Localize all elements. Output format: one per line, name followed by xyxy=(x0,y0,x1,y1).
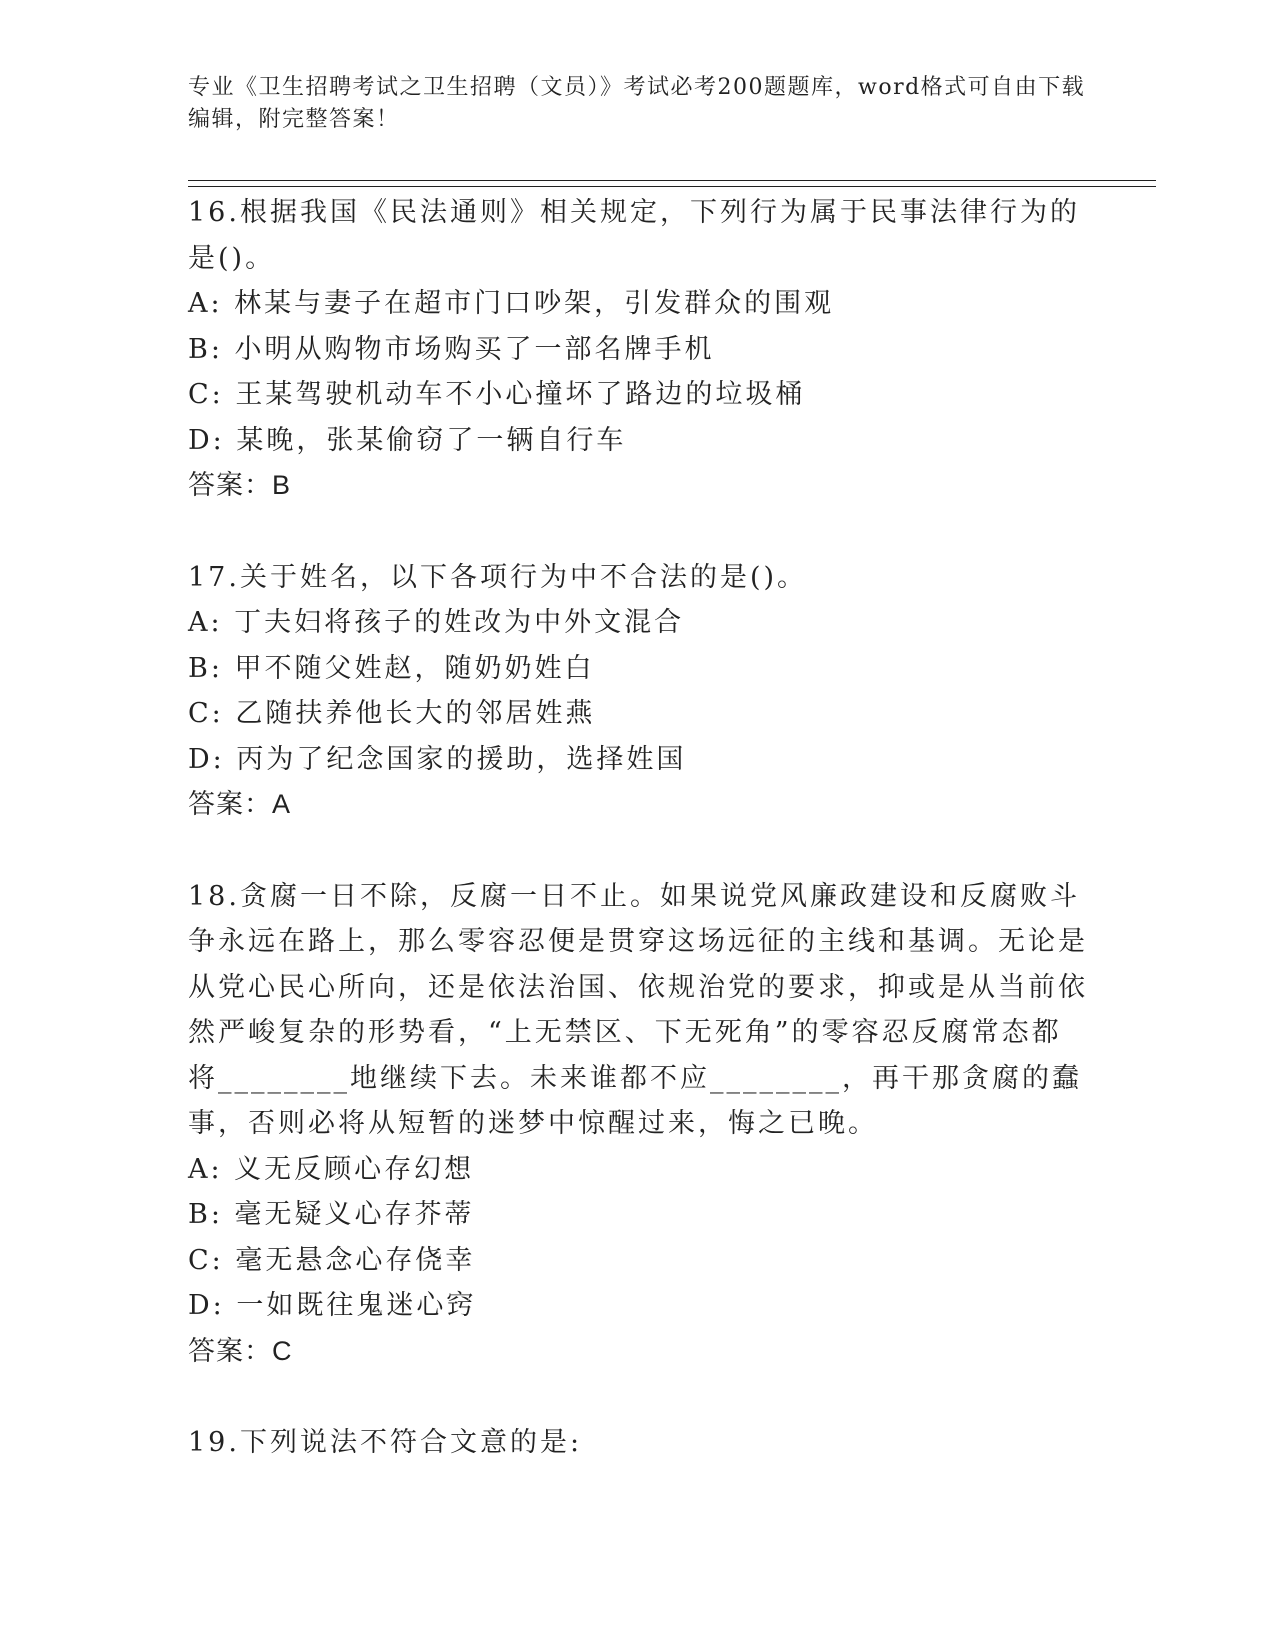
header-divider-top xyxy=(188,180,1156,181)
option-a: A: 丁夫妇将孩子的姓改为中外文混合 xyxy=(188,607,685,638)
answer-line: 答案：C xyxy=(188,1335,293,1366)
question-stem: 18.贪腐一日不除，反腐一日不止。如果说党风廉政建设和反腐败斗争永远在路上，那么零容忍便是贯穿这场远征的主线和基调。无论是从党心民心所向，还是依法治国、依规治党的要求，抑或是从当前依然严峻复杂的形势看，“上无禁区、下无死角”的零容忍反腐常态都将________地继续下去。未来谁都不应________，再干那贪腐的蠢事，否则必将从短暂的迷梦中惊醒过来，悔之已晚。 xyxy=(188,880,1088,1139)
question-spacer xyxy=(188,1374,1088,1420)
option-d: D: 一如既往鬼迷心窍 xyxy=(188,1290,477,1321)
option-b: B: 毫无疑义心存芥蒂 xyxy=(188,1199,475,1230)
question-list xyxy=(188,190,1088,1466)
option-a: A: 林某与妻子在超市门口吵架，引发群众的围观 xyxy=(188,288,835,319)
option-b: B: 甲不随父姓赵，随奶奶姓白 xyxy=(188,652,595,684)
question-stem: 16.根据我国《民法通则》相关规定，下列行为属于民事法律行为的是()。 xyxy=(188,197,1080,274)
page-header-intro: 专业《卫生招聘考试之卫生招聘（文员）》考试必考200题题库，word格式可自由下载编辑，附完整答案！ xyxy=(188,75,1086,132)
option-d: D: 某晚，张某偷窃了一辆自行车 xyxy=(188,424,627,456)
answer-line: 答案：B xyxy=(188,470,292,500)
option-d: D: 丙为了纪念国家的援助，选择姓国 xyxy=(188,743,687,775)
option-b: B: 小明从购物市场购买了一部名牌手机 xyxy=(188,333,715,365)
option-c: C: 毫无悬念心存侥幸 xyxy=(188,1244,476,1276)
answer-line: 答案：A xyxy=(188,789,292,819)
question-stem: 19.下列说法不符合文意的是: xyxy=(188,1427,583,1458)
question-spacer xyxy=(188,509,1088,555)
option-a: A: 义无反顾心存幻想 xyxy=(188,1153,475,1185)
question-stem: 17.关于姓名，以下各项行为中不合法的是()。 xyxy=(188,561,808,593)
question-17 xyxy=(188,555,1088,828)
question-18 xyxy=(188,874,1088,1375)
header-divider-bottom xyxy=(188,186,1156,187)
option-c: C: 王某驾驶机动车不小心撞坏了路边的垃圾桶 xyxy=(188,379,806,410)
question-19 xyxy=(188,1420,1088,1466)
option-c: C: 乙随扶养他长大的邻居姓燕 xyxy=(188,698,596,729)
question-spacer xyxy=(188,828,1088,874)
question-16 xyxy=(188,190,1088,509)
